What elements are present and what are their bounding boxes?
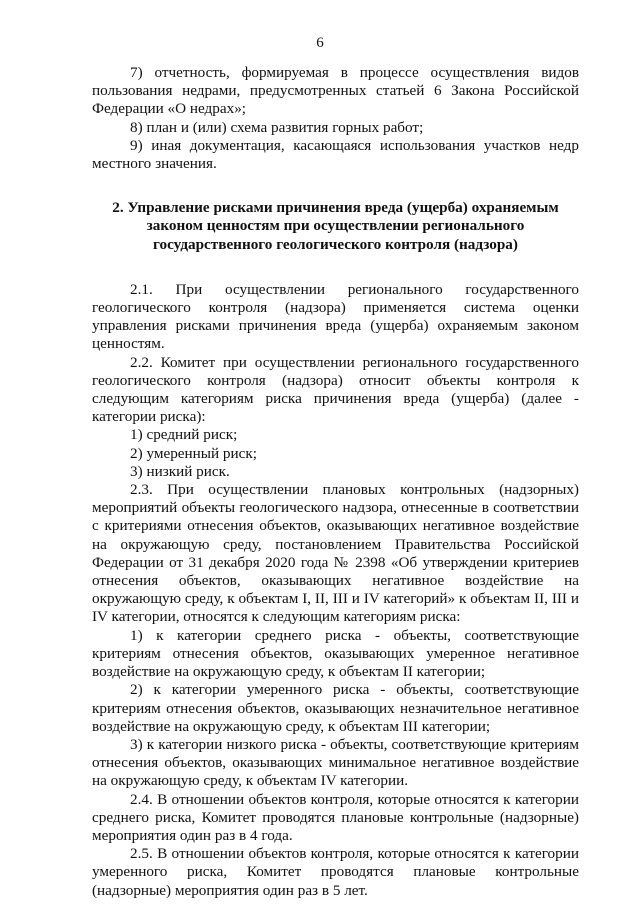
document-body <box>92 64 579 900</box>
risk-category-item: 1) средний риск; <box>130 426 238 444</box>
paragraph-2-3-item: 1) к категории среднего риска - объекты, соответствующие критериям отнесения объектов, оказывающих умеренное негативное воздействие на окружающую среду, к объектам II категории; <box>92 626 579 681</box>
risk-category-item: 2) умеренный риск; <box>130 444 257 462</box>
paragraph-2-3-item: 3) к категории низкого риска - объекты, соответствующие критериям отнесения объектов, оказывающих минимальное негативное воздействие на окружающую среду, к объектам IV категории. <box>92 735 579 790</box>
page-number: 6 <box>316 35 324 51</box>
paragraph-2-5: 2.5. В отношении объектов контроля, которые относятся к категории умеренного риска, Комитет проводятся плановые контрольные (надзорные) мероприятия один раз в 5 лет. <box>92 845 579 899</box>
paragraph-2-3: 2.3. При осуществлении плановых контрольных (надзорных) мероприятий объекты геологического надзора, отнесенные в соответствии с критериями отнесения объектов, оказывающих негативное воздействие на окружающую среду, постановлением Правительства Российской Федерации от 31 декабря 2020 года № 2398 «Об утверждении критериев отнесения объектов, оказывающих негативное воздействие на окружающую среду, к объектам I, II, III и IV категорий» к объектам II, III и IV категории, относятся к следующим категориям риска: <box>92 481 579 626</box>
paragraph-2-2: 2.2. Комитет при осуществлении регионального государственного геологического контроля (надзора) относит объекты контроля к следующим категориям риска причинения вреда (ущерба) (далее - категории риска): <box>92 353 579 426</box>
list-item: 9) иная документация, касающаяся использования участков недр местного значения. <box>92 136 579 173</box>
section-heading: 2. Управление рисками причинения вреда (ущерба) охраняемым законом ценностям при осуществлении регионального государственного геологического контроля (надзора) <box>112 199 559 253</box>
paragraph-2-1: 2.1. При осуществлении регионального государственного геологического контроля (надзора) применяется система оценки управления рисками причинения вреда (ущерба) охраняемым законом ценностям. <box>92 280 579 353</box>
list-item: 7) отчетность, формируемая в процессе осуществления видов пользования недрами, предусмотренных статьей 6 Закона Российской Федерации «О недрах»; <box>92 64 579 118</box>
risk-category-item: 3) низкий риск. <box>130 462 230 480</box>
paragraph-2-4: 2.4. В отношении объектов контроля, которые относятся к категории среднего риска, Комитет проводятся плановые контрольные (надзорные) мероприятия один раз в 4 года. <box>92 790 579 844</box>
paragraph-2-3-item: 2) к категории умеренного риска - объекты, соответствующие критериям отнесения объектов, оказывающих незначительное негативное воздействие на окружающую среду, к объектам III категории; <box>92 681 579 735</box>
list-item: 8) план и (или) схема развития горных работ; <box>130 118 424 136</box>
